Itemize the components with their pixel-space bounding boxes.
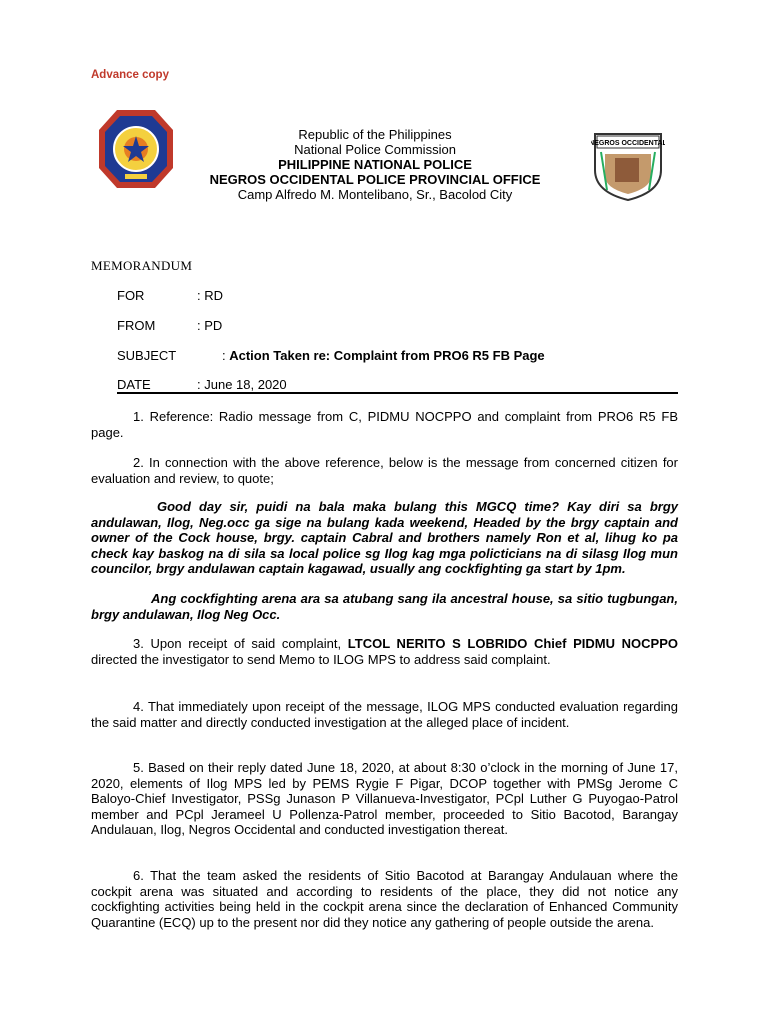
advance-copy-label: Advance copy bbox=[91, 69, 169, 81]
quoted-complaint-2 bbox=[91, 591, 678, 622]
paragraph-4 bbox=[91, 699, 678, 730]
header-nocppo: NEGROS OCCIDENTAL POLICE PROVINCIAL OFFICE bbox=[209, 172, 541, 187]
date-value: June 18, 2020 bbox=[204, 377, 287, 392]
paragraph-5-text: 5. Based on their reply dated June 18, 2020, at about 8:30 o’clock in the morning of June 17, 2020, elements of Ilog MPS led by PEMS Rygie F Pigar, DCOP together with PMSg Jerome C Baloyo-Chief Investigator, PSSg Junason P Villanueva-Investigator, PCpl Luther G Puyogao-Patrol member and PCpl Jerameel U Pollenza-Patrol member, proceeded to Sitio Bacotod, Barangay Andulauan, Ilog, Negros Occidental and conducted investigation thereat. bbox=[91, 760, 678, 837]
date-row bbox=[117, 377, 151, 392]
subject-row bbox=[117, 348, 176, 363]
memorandum-title: MEMORANDUM bbox=[91, 258, 193, 273]
for-label: FOR bbox=[117, 288, 145, 303]
subject-label: SUBJECT bbox=[117, 348, 177, 363]
paragraph-2 bbox=[91, 455, 678, 486]
paragraph-3 bbox=[91, 636, 678, 668]
paragraph-6-text: 6. That the team asked the residents of Sitio Bacotod at Barangay Andulauan where the cockpit arena was situated and according to residents of the place, they did not notice any cockfighting activities being held in the cockpit arena since the declaration of Enhanced Community Quarantine (ECQ) up to the present nor did they notice any gathering of people outside the arena. bbox=[91, 868, 678, 930]
date-label: DATE bbox=[117, 377, 151, 392]
header-napolcom: National Police Commission bbox=[294, 142, 456, 157]
paragraph-6 bbox=[91, 868, 678, 930]
quoted-complaint-1 bbox=[91, 499, 678, 577]
header-divider bbox=[117, 392, 678, 394]
for-row bbox=[117, 288, 144, 303]
negros-occidental-seal-logo bbox=[591, 130, 665, 202]
from-value-cell: : PD bbox=[197, 318, 223, 333]
from-row bbox=[117, 318, 155, 333]
header-pnp: PHILIPPINE NATIONAL POLICE bbox=[278, 157, 472, 172]
paragraph-1 bbox=[91, 409, 678, 440]
paragraph-4-text: 4. That immediately upon receipt of the message, ILOG MPS conducted evaluation regarding the said matter and directly conducted investigation at the alleged place of incident. bbox=[91, 699, 678, 730]
quoted-complaint-1-text: Good day sir, puidi na bala maka bulang this MGCQ time? Kay diri sa brgy andulawan, Ilog, Neg.occ ga sige na bulang kada weekend, Headed by the brgy captain and owner of the Cock house, brgy. captain Cabral and brothers namely Ron et al, lihug ko pa check kay baskog na di sila sa local police sg Ilog kag mga policticians na di silasg Ilog mun councilor, brgy andulawan captain kagawad, usually ang cockfighting ga start by 1pm. bbox=[91, 499, 678, 576]
pnp-seal-logo bbox=[99, 108, 173, 190]
subject-value: Action Taken re: Complaint from PRO6 R5 FB Page bbox=[229, 348, 545, 363]
paragraph-3-officer: LTCOL NERITO S LOBRIDO Chief PIDMU NOCPPO bbox=[347, 636, 679, 651]
paragraph-3-text-a: 3. Upon receipt of said complaint, bbox=[133, 636, 342, 651]
for-value-cell: : RD bbox=[197, 288, 224, 303]
paragraph-2-text: 2. In connection with the above reference, below is the message from concerned citizen for evaluation and review, to quote; bbox=[91, 455, 678, 486]
right-seal-text: NEGROS OCCIDENTAL bbox=[591, 140, 665, 147]
date-value-cell: : June 18, 2020 bbox=[197, 377, 287, 392]
for-value: RD bbox=[204, 288, 224, 303]
header-republic: Republic of the Philippines bbox=[298, 127, 452, 142]
from-label: FROM bbox=[117, 318, 156, 333]
paragraph-3-text-b: directed the investigator to send Memo to ILOG MPS to address said complaint. bbox=[91, 652, 551, 667]
subject-value-cell: : Action Taken re: Complaint from PRO6 R5 FB Page bbox=[222, 348, 545, 363]
header-address: Camp Alfredo M. Montelibano, Sr., Bacolod City bbox=[237, 187, 513, 202]
paragraph-1-text: 1. Reference: Radio message from C, PIDMU NOCPPO and complaint from PRO6 R5 FB page. bbox=[91, 409, 678, 440]
paragraph-5 bbox=[91, 760, 678, 838]
quoted-complaint-2-text: Ang cockfighting arena ara sa atubang sang ila ancestral house, sa sitio tugbungan, brgy andulawan, Ilog Neg Occ. bbox=[91, 591, 678, 622]
from-value: PD bbox=[204, 318, 223, 333]
